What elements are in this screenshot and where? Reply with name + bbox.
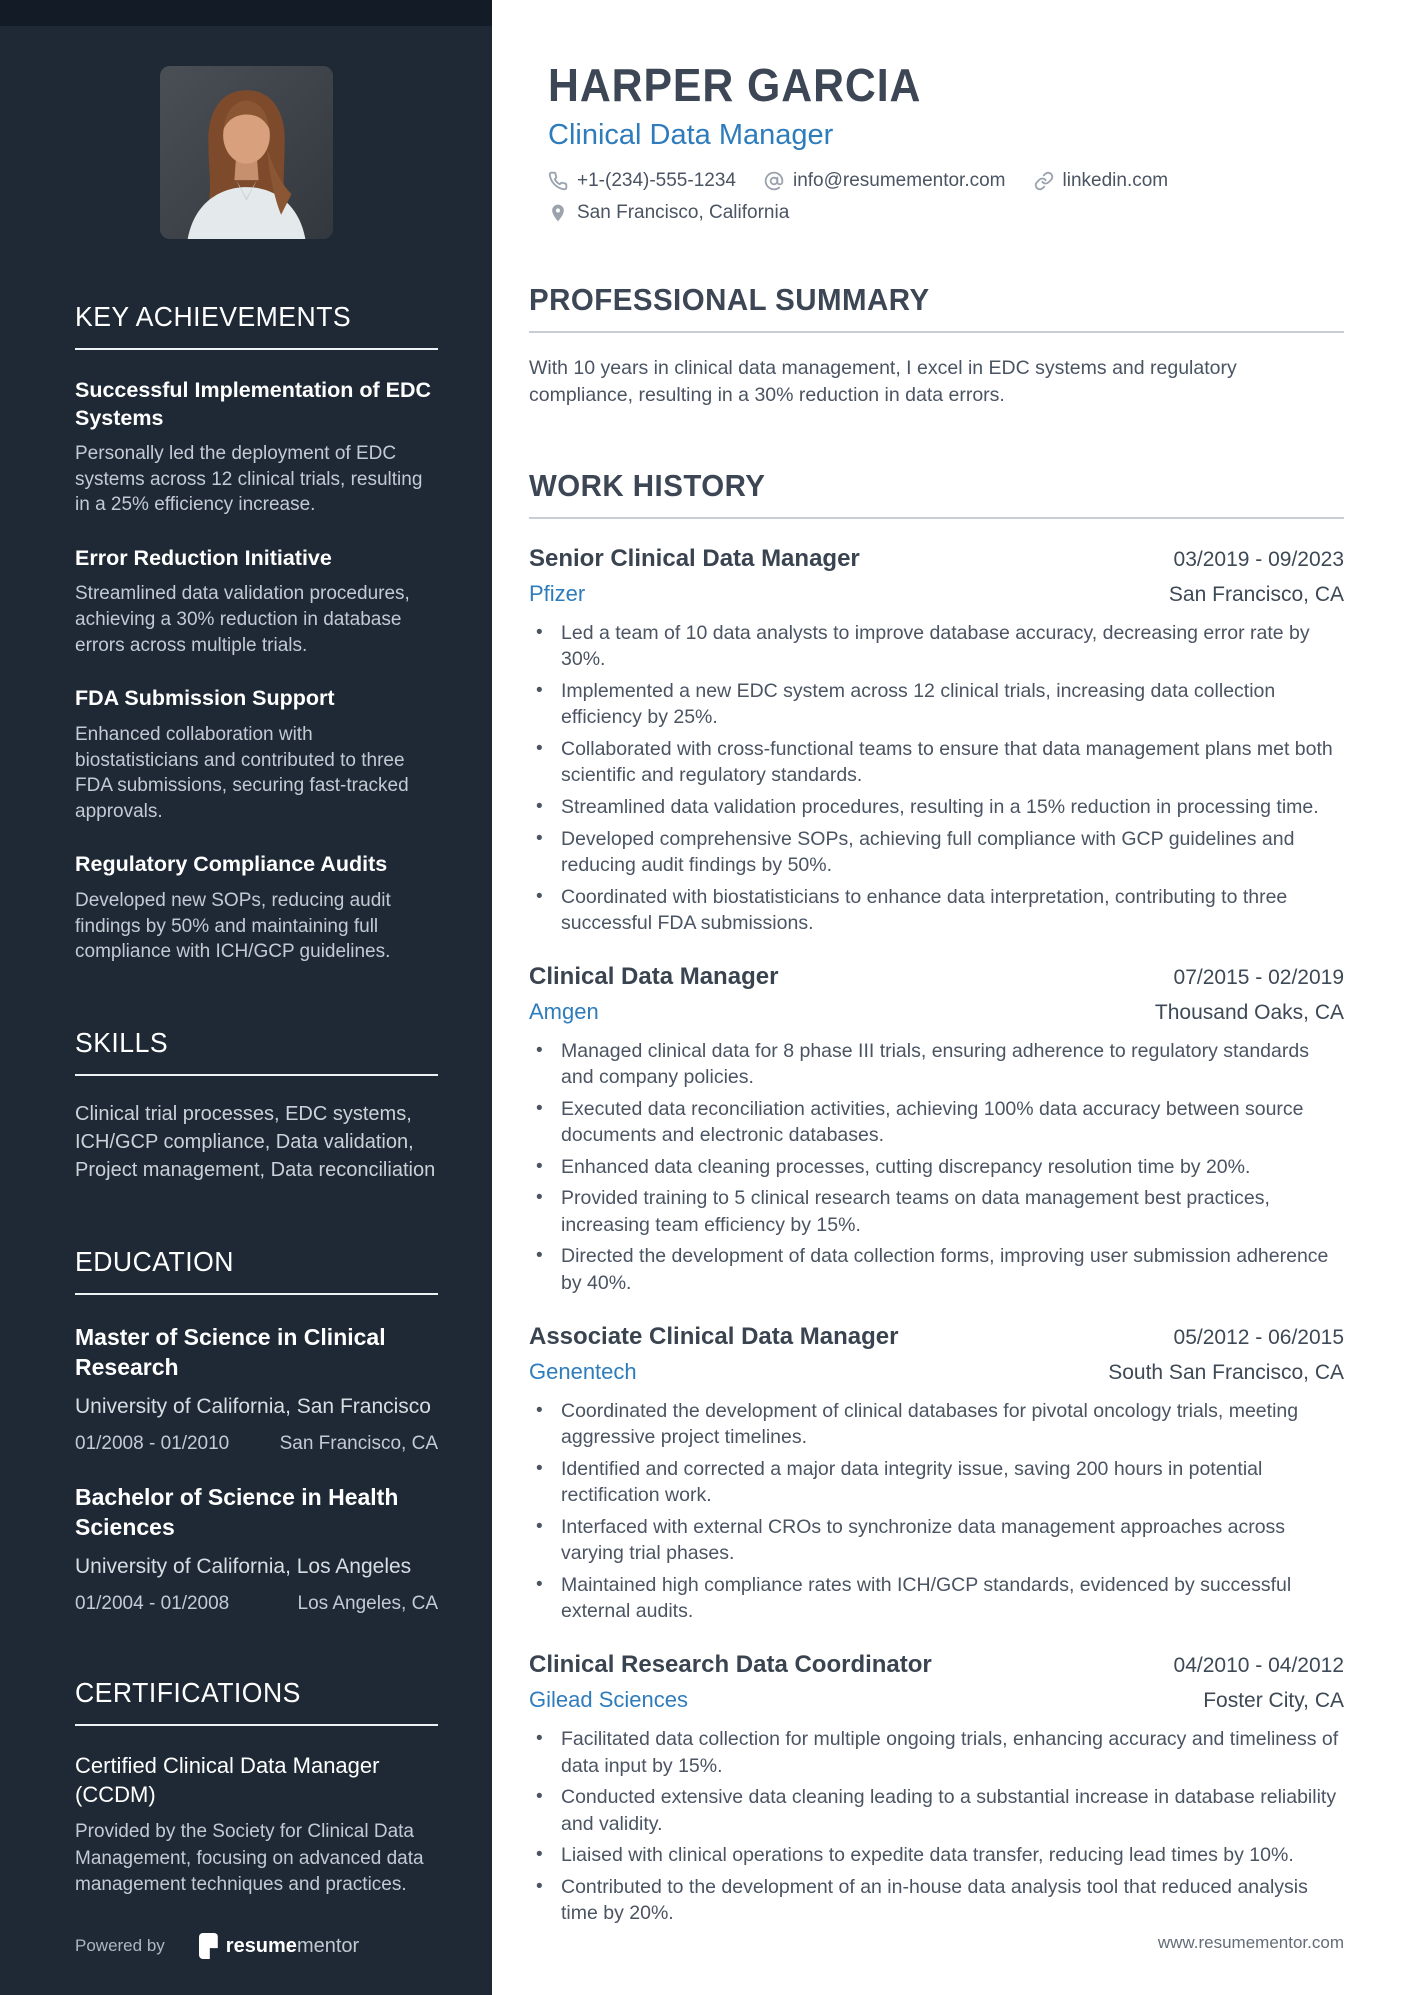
job-dates: 07/2015 - 02/2019 <box>1173 965 1344 989</box>
bullet-item <box>529 1154 1344 1181</box>
bullet-item <box>529 736 1344 789</box>
achievement-text: Personally led the deployment of EDC systems across 12 clinical trials, resulting in a 25% efficiency increase. <box>75 443 423 516</box>
education-dates: 01/2008 - 01/2010 <box>75 1433 230 1455</box>
bullet-dot: • <box>536 1155 543 1177</box>
link-icon <box>1034 171 1054 191</box>
education-degree: Master of Science in Clinical Research <box>75 1323 386 1380</box>
bullet-item <box>529 1038 1344 1091</box>
job-bullets <box>529 1398 1344 1625</box>
email-at-icon <box>764 171 784 191</box>
section-key-achievements <box>75 301 438 965</box>
certification-title: Certified Clinical Data Manager (CCDM) <box>75 1753 380 1807</box>
bullet-text: Directed the development of data collection forms, improving user submission adherence by 40%. <box>561 1245 1329 1294</box>
job-title: Clinical Data Manager <box>529 962 779 990</box>
education-school: University of California, San Francisco <box>75 1394 431 1418</box>
job-subhead <box>529 1687 1344 1714</box>
sidebar-content <box>0 301 492 1898</box>
bullet-item <box>529 1572 1344 1625</box>
bullet-text: Streamlined data validation procedures, resulting in a 15% reduction in processing time. <box>561 795 1319 818</box>
job-subhead <box>529 1359 1344 1386</box>
bullet-dot: • <box>536 827 543 849</box>
section-work-history <box>529 468 1344 1927</box>
bullet-text: Contributed to the development of an in-house data analysis tool that reduced analysis time by 20%. <box>561 1875 1308 1925</box>
resume-header <box>529 58 1344 224</box>
contact-row-1 <box>548 170 1344 192</box>
bullet-dot: • <box>536 795 543 817</box>
bullet-text: Implemented a new EDC system across 12 clinical trials, increasing data collection efficiency by 25%. <box>561 679 1276 729</box>
bullet-text: Provided training to 5 clinical research teams on data management best practices, increasing team efficiency by 15%. <box>561 1187 1270 1236</box>
bullet-text: Coordinated the development of clinical databases for pivotal oncology trials, meeting aggressive project timelines. <box>561 1399 1299 1449</box>
job-company: Pfizer <box>529 580 586 606</box>
bullet-text: Conducted extensive data cleaning leading to a substantial increase in database reliability and validity. <box>561 1786 1337 1835</box>
linkedin-text: linkedin.com <box>1062 170 1169 191</box>
education-item <box>75 1323 438 1455</box>
bullet-dot: • <box>536 1515 543 1537</box>
bullet-dot: • <box>536 737 543 759</box>
section-professional-summary <box>529 282 1344 410</box>
education-dates: 01/2004 - 01/2008 <box>75 1593 230 1615</box>
bullet-item <box>529 1243 1344 1296</box>
skills-text: Clinical trial processes, EDC systems, ICH/GCP compliance, Data validation, Project management, Data reconciliation <box>75 1102 436 1181</box>
bullet-dot: • <box>536 1245 543 1267</box>
job-head <box>529 963 1344 991</box>
job-dates: 05/2012 - 06/2015 <box>1173 1325 1344 1349</box>
profile-photo <box>160 66 333 239</box>
bullet-text: Collaborated with cross-functional teams to ensure that data management plans met both scientific and regulatory standards. <box>561 737 1333 787</box>
bullet-dot: • <box>536 1573 543 1595</box>
summary-heading: PROFESSIONAL SUMMARY <box>529 282 930 317</box>
certification-item <box>75 1752 438 1898</box>
achievement-item <box>75 545 438 658</box>
job-entry <box>529 963 1344 1297</box>
job-bullets <box>529 620 1344 937</box>
email-address: info@resumementor.com <box>792 170 1006 191</box>
job-dates: 03/2019 - 09/2023 <box>1173 547 1344 571</box>
sidebar <box>0 0 492 1995</box>
skills-heading-wrap <box>75 1027 438 1076</box>
bullet-item <box>529 1842 1344 1869</box>
location-contact <box>548 202 789 224</box>
bullet-text: Maintained high compliance rates with ICH/GCP standards, evidenced by successful external audits. <box>561 1573 1292 1623</box>
bullet-dot: • <box>536 621 543 643</box>
job-title: Clinical Research Data Coordinator <box>529 1650 932 1678</box>
bullet-item <box>529 1874 1344 1927</box>
achievement-item <box>75 685 438 824</box>
bullet-item <box>529 1096 1344 1149</box>
work-history-heading-wrap <box>529 468 1344 519</box>
bullet-dot: • <box>536 1786 543 1808</box>
bullet-text: Coordinated with biostatisticians to enhance data interpretation, contributing to three successful FDA submissions. <box>561 885 1288 935</box>
education-school: University of California, Los Angeles <box>75 1554 412 1578</box>
bullet-item <box>529 884 1344 937</box>
achievement-text: Developed new SOPs, reducing audit findings by 50% and maintaining full compliance with ICH/GCP guidelines. <box>75 889 391 963</box>
job-bullets <box>529 1726 1344 1927</box>
bullet-text: Enhanced data cleaning processes, cutting discrepancy resolution time by 20%. <box>561 1155 1251 1178</box>
skills-heading: SKILLS <box>75 1026 169 1058</box>
education-degree: Bachelor of Science in Health Sciences <box>75 1484 399 1540</box>
job-entry <box>529 1323 1344 1625</box>
bullet-text: Developed comprehensive SOPs, achieving full compliance with GCP guidelines and reducing audit findings by 50%. <box>561 827 1295 877</box>
bullet-text: Identified and corrected a major data integrity issue, saving 200 hours in potential rectification work. <box>561 1457 1263 1507</box>
key-achievements-heading-wrap <box>75 301 438 350</box>
section-certifications <box>75 1677 438 1898</box>
brand-name-light: mentor <box>296 1934 360 1957</box>
profile-photo-illustration <box>160 66 333 239</box>
phone-number: +1-(234)-555-1234 <box>577 170 736 191</box>
main-column <box>492 0 1410 1995</box>
job-entry <box>529 545 1344 937</box>
brand-name-bold: resume <box>225 1934 297 1957</box>
job-location: San Francisco, CA <box>1168 582 1344 606</box>
bullet-text: Executed data reconciliation activities, achieving 100% data accuracy between source documents and electronic databases. <box>561 1097 1304 1147</box>
summary-heading-wrap <box>529 282 1344 333</box>
achievement-text: Streamlined data validation procedures, achieving a 30% reduction in database errors across multiple trials. <box>75 583 410 656</box>
bullet-item <box>529 678 1344 731</box>
job-head <box>529 1651 1344 1679</box>
section-skills <box>75 1027 438 1184</box>
bullet-item <box>529 1784 1344 1837</box>
achievement-text: Enhanced collaboration with biostatisticians and contributed to three FDA submissions, securing fast-tracked approvals. <box>75 723 409 822</box>
contact-row-2 <box>548 202 1344 224</box>
phone-contact[interactable] <box>548 170 736 192</box>
job-location: South San Francisco, CA <box>1108 1360 1344 1384</box>
phone-icon <box>548 171 568 191</box>
bullet-text: Managed clinical data for 8 phase III trials, ensuring adherence to regulatory standards and company policies. <box>561 1039 1309 1089</box>
powered-by-label: Powered by <box>75 1936 165 1955</box>
bullet-dot: • <box>536 679 543 701</box>
section-education <box>75 1246 438 1615</box>
certifications-heading-wrap <box>75 1677 438 1726</box>
job-title: Senior Clinical Data Manager <box>529 544 860 572</box>
bullet-item <box>529 826 1344 879</box>
job-company: Genentech <box>529 1358 637 1384</box>
bullet-dot: • <box>536 1097 543 1119</box>
sidebar-top-band <box>0 0 492 26</box>
education-location: Los Angeles, CA <box>297 1593 438 1615</box>
achievement-title: Error Reduction Initiative <box>75 545 332 570</box>
bullet-dot: • <box>536 885 543 907</box>
bullet-text: Liaised with clinical operations to expedite data transfer, reducing lead times by 10%. <box>561 1844 1294 1867</box>
education-meta <box>75 1433 438 1455</box>
email-contact[interactable] <box>764 170 1006 192</box>
location-pin-icon <box>548 203 568 223</box>
key-achievements-heading: KEY ACHIEVEMENTS <box>75 301 352 332</box>
education-location: San Francisco, CA <box>279 1433 438 1455</box>
job-head <box>529 1323 1344 1351</box>
job-location: Foster City, CA <box>1203 1688 1344 1712</box>
job-subhead <box>529 999 1344 1026</box>
summary-text: With 10 years in clinical data management, I excel in EDC systems and regulatory compliance, resulting in a 30% reduction in data errors. <box>529 357 1237 407</box>
job-company: Amgen <box>529 998 599 1024</box>
achievement-title: Successful Implementation of EDC Systems <box>75 378 432 430</box>
bullet-item <box>529 620 1344 673</box>
job-entry <box>529 1651 1344 1927</box>
location-text: San Francisco, California <box>577 202 790 223</box>
bullet-dot: • <box>536 1728 543 1750</box>
bullet-item <box>529 794 1344 821</box>
certifications-heading: CERTIFICATIONS <box>75 1677 301 1709</box>
education-meta <box>75 1593 438 1615</box>
achievement-title: FDA Submission Support <box>75 686 335 711</box>
bullet-item <box>529 1185 1344 1238</box>
education-item <box>75 1483 438 1615</box>
certification-text: Provided by the Society for Clinical Data Management, focusing on advanced data management techniques and practices. <box>75 1821 424 1895</box>
candidate-name: HARPER GARCIA <box>548 59 922 111</box>
bullet-item <box>529 1726 1344 1779</box>
job-title: Associate Clinical Data Manager <box>529 1322 899 1350</box>
resumementor-logo <box>199 1933 359 1959</box>
education-heading-wrap <box>75 1246 438 1295</box>
bullet-item <box>529 1398 1344 1451</box>
bullet-dot: • <box>536 1399 543 1421</box>
sidebar-footer <box>75 1933 359 1959</box>
job-head <box>529 545 1344 573</box>
bullet-dot: • <box>536 1457 543 1479</box>
bullet-dot: • <box>536 1039 543 1061</box>
resumementor-logo-icon <box>199 1933 218 1959</box>
job-location: Thousand Oaks, CA <box>1154 1000 1344 1024</box>
education-heading: EDUCATION <box>75 1245 234 1277</box>
achievement-title: Regulatory Compliance Audits <box>75 852 388 877</box>
linkedin-contact[interactable] <box>1034 170 1169 192</box>
bullet-dot: • <box>536 1875 543 1897</box>
bullet-item <box>529 1456 1344 1509</box>
work-history-heading: WORK HISTORY <box>529 467 766 503</box>
bullet-text: Led a team of 10 data analysts to improve database accuracy, decreasing error rate by 30%. <box>561 621 1310 671</box>
website-url[interactable]: www.resumementor.com <box>1157 1933 1344 1952</box>
bullet-item <box>529 1514 1344 1567</box>
job-company: Gilead Sciences <box>529 1686 688 1712</box>
candidate-title: Clinical Data Manager <box>548 119 834 151</box>
job-dates: 04/2010 - 04/2012 <box>1173 1653 1344 1677</box>
job-bullets <box>529 1038 1344 1297</box>
job-subhead <box>529 581 1344 608</box>
achievement-item <box>75 851 438 964</box>
bullet-dot: • <box>536 1187 543 1209</box>
bullet-text: Facilitated data collection for multiple ongoing trials, enhancing accuracy and timeliness of data input by 15%. <box>561 1728 1339 1777</box>
bullet-dot: • <box>536 1844 543 1866</box>
achievement-item <box>75 377 438 518</box>
bullet-text: Interfaced with external CROs to synchronize data management approaches across varying trial phases. <box>561 1515 1286 1565</box>
